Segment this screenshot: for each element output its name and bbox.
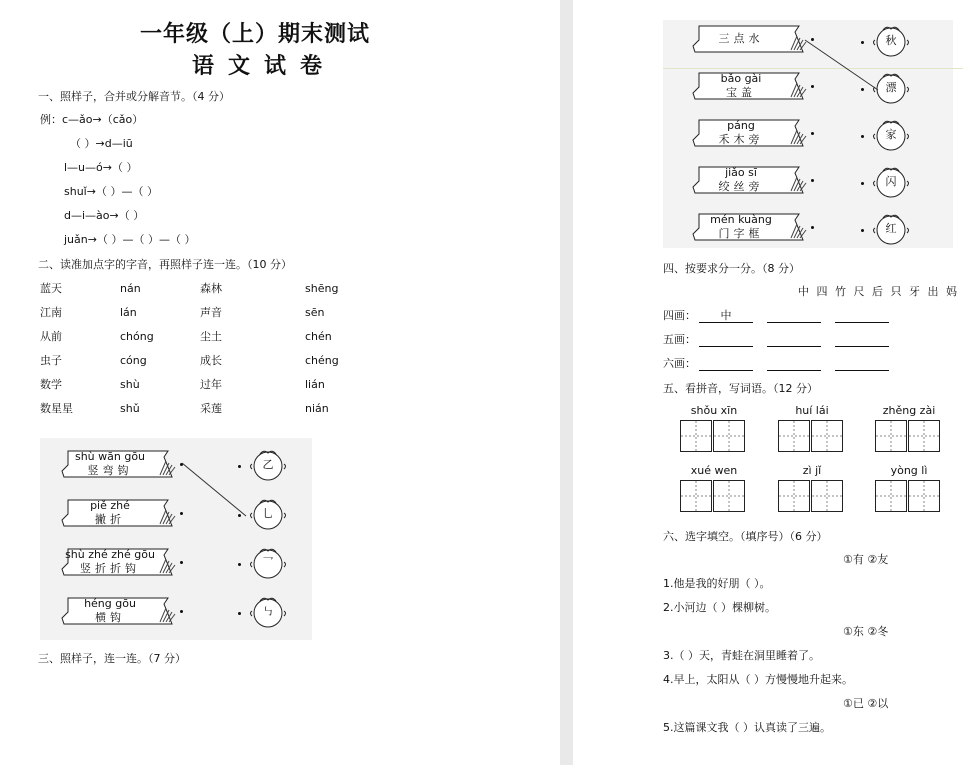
section-4-heading: 四、按要求分一分。（8 分） bbox=[663, 262, 800, 275]
grid-pinyin: yòng lì bbox=[890, 464, 928, 477]
match-cell: chóng bbox=[120, 330, 154, 343]
face-character: 乚 bbox=[262, 507, 274, 520]
writing-grid[interactable] bbox=[873, 404, 945, 454]
match-cell: 过年 bbox=[200, 378, 222, 391]
match-cell: shēng bbox=[305, 282, 339, 295]
answer-blank[interactable] bbox=[699, 309, 753, 323]
grid-pinyin: huí lái bbox=[795, 404, 829, 417]
section-5-heading: 五、看拼音，写词语。（12 分） bbox=[663, 382, 818, 395]
tianzige-grid bbox=[875, 420, 941, 453]
writing-grid[interactable] bbox=[678, 464, 750, 514]
card-hanzi: 绞丝旁 bbox=[718, 180, 764, 193]
match-cell: 成长 bbox=[200, 354, 222, 367]
fill-question: 1.他是我的好朋（ ）。 bbox=[663, 577, 771, 590]
answer-blank-text: 中 bbox=[699, 310, 753, 323]
match-cell: shù bbox=[120, 378, 140, 391]
match-cell: cóng bbox=[120, 354, 147, 367]
tianzige-grid bbox=[875, 480, 941, 513]
tianzige-grid bbox=[778, 480, 844, 513]
match-cell: nián bbox=[305, 402, 329, 415]
right-page bbox=[573, 0, 976, 765]
match-cell: shǔ bbox=[120, 402, 140, 415]
fill-question: 5.这篇课文我（ ）认真读了三遍。 bbox=[663, 721, 831, 734]
writing-grid[interactable] bbox=[873, 464, 945, 514]
writing-grid[interactable] bbox=[776, 404, 848, 454]
match-cell: 采莲 bbox=[200, 402, 222, 415]
card-hanzi: 三点水 bbox=[718, 32, 764, 45]
card-hanzi: 禾木旁 bbox=[718, 133, 764, 146]
match-cell: chéng bbox=[305, 354, 339, 367]
card-hanzi: 横钩 bbox=[95, 611, 125, 624]
option-set: ①有 ②友 bbox=[843, 553, 889, 566]
section-1-line: juǎn→（ ）—（ ）—（ ） bbox=[64, 233, 196, 246]
section-4-chars: 中 四 竹 尺 后 只 牙 出 妈 bbox=[798, 285, 958, 298]
match-cell: chén bbox=[305, 330, 332, 343]
grid-pinyin: zì jǐ bbox=[802, 464, 822, 477]
section-1-line: shuǐ→（ ）—（ ） bbox=[64, 185, 158, 198]
match-cell: 从前 bbox=[40, 330, 62, 343]
answer-blank[interactable] bbox=[835, 333, 889, 347]
match-cell: 江南 bbox=[40, 306, 62, 319]
card-hanzi: 撇折 bbox=[95, 513, 125, 526]
option-set: ①已 ②以 bbox=[843, 697, 889, 710]
writing-grid[interactable] bbox=[776, 464, 848, 514]
face-character: 闪 bbox=[885, 175, 897, 188]
option-set: ①东 ②冬 bbox=[843, 625, 889, 638]
answer-blank-text bbox=[699, 358, 753, 371]
section-1-heading: 一、照样子，合并或分解音节。（4 分） bbox=[38, 90, 230, 103]
fill-question: 4.早上，太阳从（ ）方慢慢地升起来。 bbox=[663, 673, 853, 686]
match-cell: 声音 bbox=[200, 306, 222, 319]
stroke-count-label: 五画： bbox=[663, 333, 696, 346]
tianzige-grid bbox=[778, 420, 844, 453]
match-cell: 数学 bbox=[40, 378, 62, 391]
card-hanzi: 竖弯钩 bbox=[87, 464, 133, 477]
card-pinyin: shù wān gōu bbox=[74, 450, 146, 463]
match-cell: 数星星 bbox=[40, 402, 73, 415]
face-character: 秋 bbox=[885, 34, 897, 47]
match-cell: 虫子 bbox=[40, 354, 62, 367]
writing-grid[interactable] bbox=[678, 404, 750, 454]
stroke-count-label: 六画： bbox=[663, 357, 696, 370]
card-pinyin: piě zhé bbox=[90, 499, 130, 512]
card-pinyin: héng gōu bbox=[84, 597, 136, 610]
answer-blank[interactable] bbox=[767, 357, 821, 371]
answer-blank[interactable] bbox=[835, 357, 889, 371]
exam-subtitle: 语文试卷 bbox=[192, 54, 337, 79]
section-1-line: （ ）→d—iū bbox=[70, 137, 133, 150]
card-hanzi: 宝盖 bbox=[726, 86, 756, 99]
grid-pinyin: zhěng zài bbox=[882, 404, 936, 417]
match-cell: lián bbox=[305, 378, 325, 391]
match-cell: sēn bbox=[305, 306, 325, 319]
match-cell: 蓝天 bbox=[40, 282, 62, 295]
section-1-line: d—i—ào→（ ） bbox=[64, 209, 145, 222]
card-hanzi: 竖折折钩 bbox=[80, 562, 140, 575]
answer-blank[interactable] bbox=[767, 309, 821, 323]
face-character: 乙 bbox=[262, 458, 274, 471]
answer-blank[interactable] bbox=[767, 333, 821, 347]
card-pinyin: páng bbox=[727, 119, 755, 132]
match-cell: nán bbox=[120, 282, 141, 295]
section-3-heading: 三、照样子，连一连。（7 分） bbox=[38, 652, 186, 665]
match-cell: 尘土 bbox=[200, 330, 222, 343]
face-character: ㇉ bbox=[262, 605, 274, 618]
match-cell: 森林 bbox=[200, 282, 222, 295]
tianzige-grid bbox=[680, 480, 746, 513]
section-6-heading: 六、选字填空。（填序号）（6 分） bbox=[663, 530, 828, 543]
card-pinyin: mén kuàng bbox=[710, 213, 772, 226]
grid-pinyin: shǒu xīn bbox=[690, 404, 738, 417]
exam-title: 一年级（上）期末测试 bbox=[140, 22, 371, 47]
section-2-heading: 二、读准加点字的字音，再照样子连一连。（10 分） bbox=[38, 258, 292, 271]
grid-pinyin: xué wen bbox=[690, 464, 738, 477]
section-1-line: l—u—ó→（ ） bbox=[64, 161, 138, 174]
tianzige-grid bbox=[680, 420, 746, 453]
answer-blank[interactable] bbox=[699, 333, 753, 347]
match-cell: lán bbox=[120, 306, 137, 319]
face-character: 红 bbox=[885, 222, 897, 235]
card-pinyin: shù zhé zhé gōu bbox=[65, 548, 155, 561]
answer-blank-text bbox=[699, 334, 753, 347]
face-character: 乛 bbox=[262, 556, 274, 569]
stroke-count-label: 四画： bbox=[663, 309, 696, 322]
card-pinyin: jiǎo sī bbox=[725, 166, 757, 179]
fill-question: 2.小河边（ ）棵柳树。 bbox=[663, 601, 776, 614]
fill-question: 3.（ ）天，青蛙在洞里睡着了。 bbox=[663, 649, 820, 662]
face-character: 漂 bbox=[885, 81, 897, 94]
answer-blank[interactable] bbox=[699, 357, 753, 371]
section-1-example: 例：c—ǎo→（cǎo） bbox=[40, 113, 144, 126]
face-character: 家 bbox=[885, 128, 897, 141]
card-hanzi: 门字框 bbox=[718, 227, 764, 240]
answer-blank[interactable] bbox=[835, 309, 889, 323]
card-pinyin: bǎo gài bbox=[720, 72, 762, 85]
page-gutter bbox=[560, 0, 573, 765]
